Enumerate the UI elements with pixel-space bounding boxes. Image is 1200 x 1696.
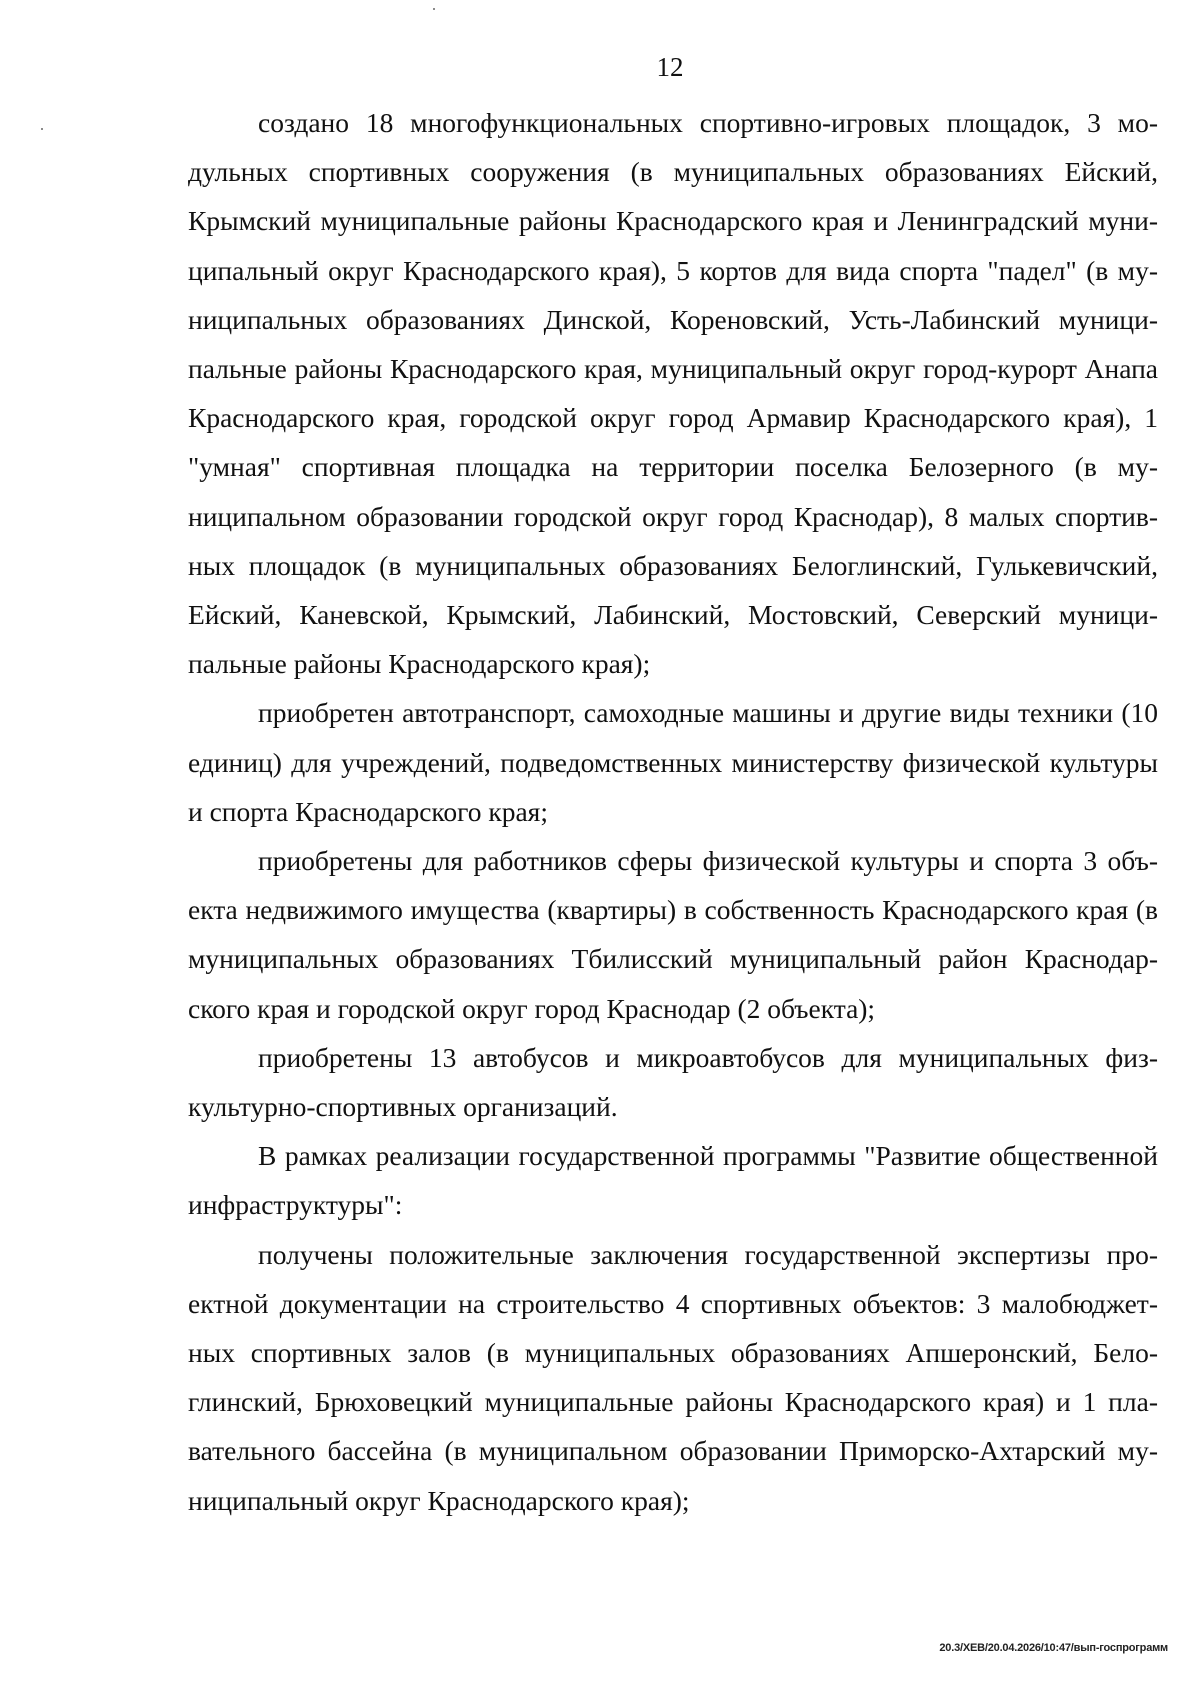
scan-speck: [433, 8, 435, 10]
paragraph-buses: приобретены 13 автобусов и микроавтобусов для муниципальных физкультурно-спортивных организаций.: [188, 1041, 1158, 1123]
body-text: [188, 98, 1158, 1525]
paragraph-expertise: получены положительные заключения государственной экспертизы проектной документации на строительство 4 спортивных объектов: 3 малобюджетных спортивных залов (в муниципальных образованиях Апшеронский, Белоглинский, Брюховецкий муниципальные районы Краснодарского края) и 1 плавательного бассейна (в муниципальном образовании Приморско-Ахтарский муниципальный округ Краснодарского края);: [188, 1238, 1158, 1516]
footer-document-code: 20.3/ХЕВ/20.04.2026/10:47/вып-госпрограмм: [939, 1642, 1168, 1654]
paragraph-program-intro: В рамках реализации государственной программы "Развитие общественной инфраструктуры":: [188, 1140, 1158, 1221]
page-number: 12: [656, 52, 684, 82]
scan-speck: [41, 128, 43, 130]
paragraph-sports-facilities: создано 18 многофункциональных спортивно-игровых площадок, 3 модульных спортивных сооружения (в муниципальных образованиях Ейский, Крымский муниципальные районы Краснодарского края и Ленинградский муниципальный округ Краснодарского края), 5 кортов для вида спорта "падел" (в муниципальных образованиях Динской, Кореновский, Усть-Лабинский муниципальные районы Краснодарского края, муниципальный округ город-курорт Анапа Краснодарского края, городской округ город Армавир Краснодарского края), 1 "умная" спортивная площадка на территории поселка Белозерного (в муниципальном образовании городской округ город Краснодар), 8 малых спортивных площадок (в муниципальных образованиях Белоглинский, Гулькевичский, Ейский, Каневской, Крымский, Лабинский, Мостовский, Северский муниципальные районы Краснодарского края);: [188, 107, 1158, 680]
paragraph-vehicles: приобретен автотранспорт, самоходные машины и другие виды техники (10 единиц) для учреждений, подведомственных министерству физической культуры и спорта Краснодарского края;: [188, 697, 1158, 827]
paragraph-apartments: приобретены для работников сферы физической культуры и спорта 3 объекта недвижимого имущества (квартиры) в собственность Краснодарского края (в муниципальных образованиях Тбилисский муниципальный район Краснодарского края и городской округ город Краснодар (2 объекта);: [188, 845, 1158, 1024]
